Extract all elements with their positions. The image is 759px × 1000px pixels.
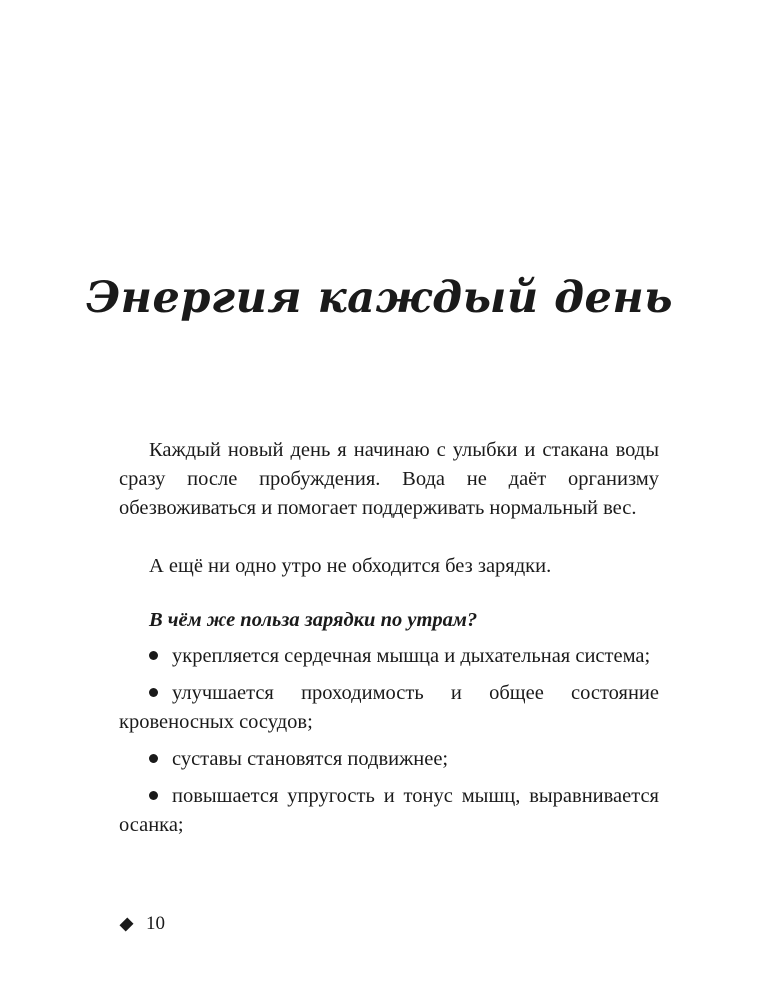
- benefits-list: [119, 642, 659, 848]
- paragraph-intro: [119, 436, 659, 523]
- list-item: [119, 642, 659, 671]
- paragraph-intro-text: Каждый новый день я начинаю с улыбки и стакана воды сразу после пробуждения. Вода не даёт организму обезвоживаться и помогает поддерживать нормальный вес.: [119, 439, 659, 519]
- bullet-icon: [149, 754, 158, 763]
- list-item: [119, 679, 659, 737]
- list-item: [119, 782, 659, 840]
- list-item-text: укрепляется сердечная мышца и дыхательная система;: [172, 645, 651, 667]
- list-item-text: повышается упругость и тонус мышц, выравнивается осанка;: [119, 785, 659, 836]
- list-item-text: улучшается проходимость и общее состояние кровеносных сосудов;: [119, 682, 659, 733]
- bullet-icon: [149, 791, 158, 800]
- page-title: Энергия каждый день: [85, 273, 674, 323]
- bullet-icon: [149, 651, 158, 660]
- bullet-icon: [149, 688, 158, 697]
- diamond-icon: [119, 917, 133, 931]
- paragraph-exercise-text: А ещё ни одно утро не обходится без зарядки.: [149, 555, 552, 577]
- page-footer: [121, 910, 165, 938]
- section-question: В чём же польза зарядки по утрам?: [149, 609, 478, 631]
- page-number: 10: [146, 913, 165, 934]
- paragraph-exercise: [119, 552, 659, 581]
- list-item-text: суставы становятся подвижнее;: [172, 748, 449, 770]
- list-item: [119, 745, 659, 774]
